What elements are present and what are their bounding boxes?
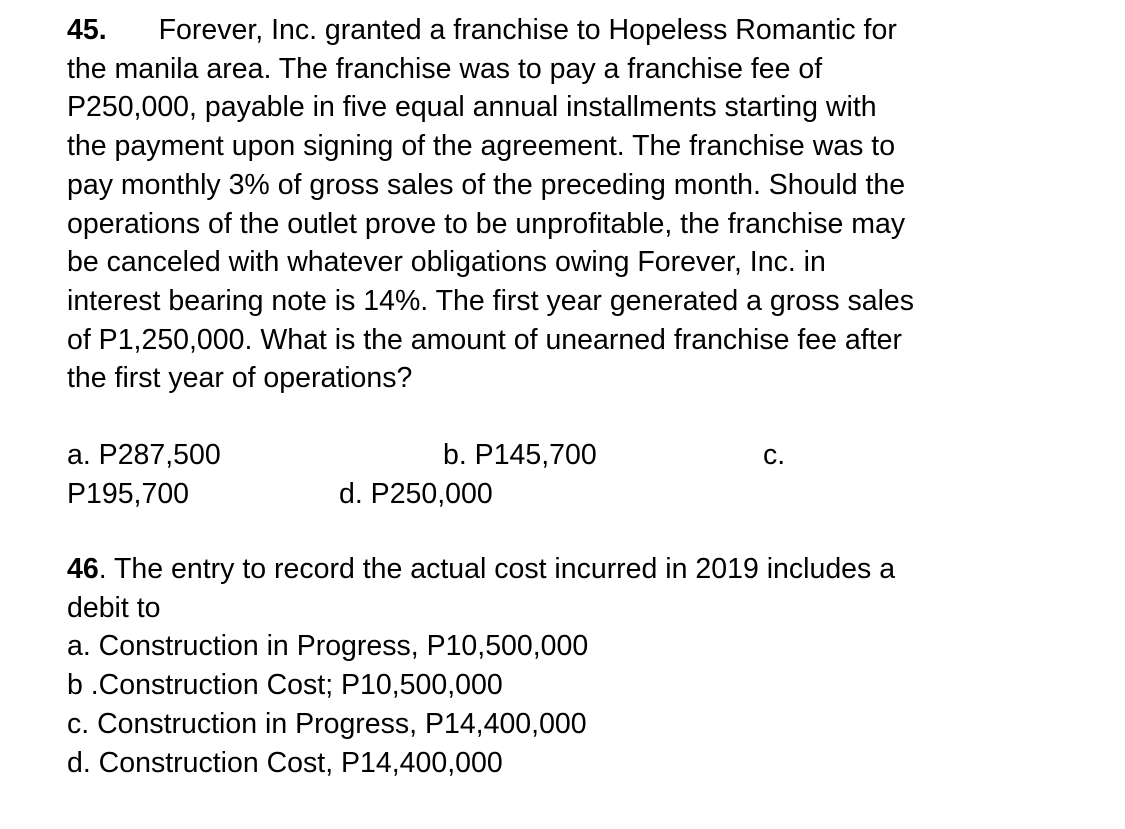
question-45-choice-a: a. P287,500 <box>67 439 221 471</box>
question-45-line-1 <box>67 11 1107 50</box>
question-45-text-line-4: the payment upon signing of the agreement. The franchise was to <box>67 130 896 163</box>
question-45-choice-b: b. P145,700 <box>443 439 597 471</box>
question-45-choice-c-label: c. <box>763 439 786 471</box>
question-46-text-line-2: debit to <box>67 591 161 624</box>
question-45-text-line-5: pay monthly 3% of gross sales of the preceding month. Should the <box>67 168 906 201</box>
question-45-text-line-6: operations of the outlet prove to be unprofitable, the franchise may <box>67 207 906 240</box>
question-45-text-line-10: the first year of operations? <box>67 362 413 395</box>
question-45-text-line-7: be canceled with whatever obligations owing Forever, Inc. in <box>67 246 826 279</box>
question-46-choice-a: a. Construction in Progress, P10,500,000 <box>67 630 589 663</box>
question-46 <box>67 550 1107 782</box>
question-46-line-1 <box>67 550 1107 589</box>
question-45-number: 45. <box>67 14 107 46</box>
question-45-text-line-9: of P1,250,000. What is the amount of unearned franchise fee after <box>67 323 902 356</box>
question-45-text-line-1: Forever, Inc. granted a franchise to Hopeless Romantic for <box>158 14 897 46</box>
question-45-choice-d: d. P250,000 <box>339 477 493 510</box>
question-45 <box>67 11 1107 398</box>
question-45-text-line-2: the manila area. The franchise was to pay a franchise fee of <box>67 52 823 85</box>
question-45-text-line-3: P250,000, payable in five equal annual installments starting with <box>67 91 877 124</box>
question-45-choice-c-value: P195,700 <box>67 477 190 510</box>
question-46-choice-d: d. Construction Cost, P14,400,000 <box>67 746 503 779</box>
question-46-choice-c: c. Construction in Progress, P14,400,000 <box>67 707 587 740</box>
question-45-text-line-8: interest bearing note is 14%. The first year generated a gross sales <box>67 284 915 317</box>
question-46-text-line-1: . The entry to record the actual cost incurred in 2019 includes a <box>98 553 896 585</box>
question-46-choice-b: b .Construction Cost; P10,500,000 <box>67 669 503 702</box>
question-45-choices <box>67 436 1107 516</box>
question-46-number: 46 <box>67 553 99 585</box>
